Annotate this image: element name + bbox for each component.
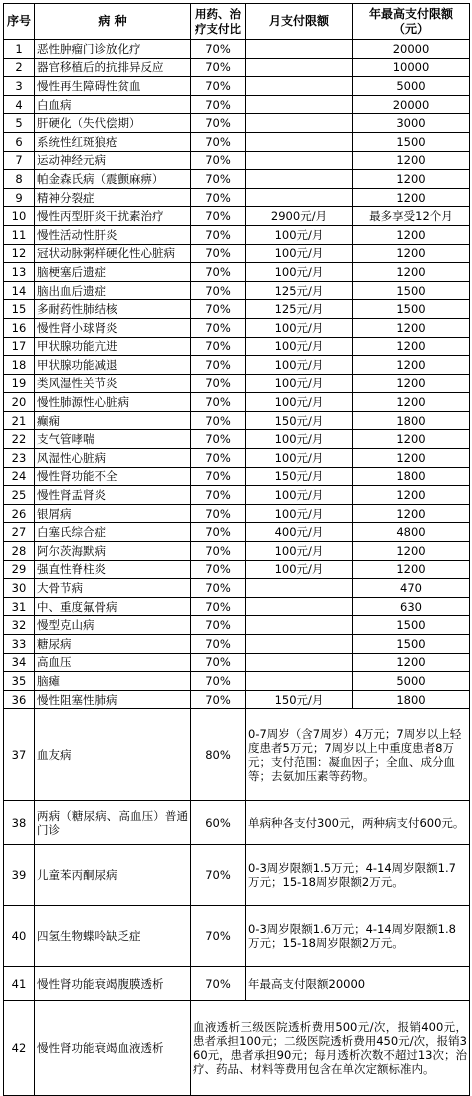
table-row bbox=[4, 188, 470, 207]
monthly-limit: 100元/月 bbox=[246, 486, 353, 505]
payment-ratio: 70% bbox=[191, 337, 246, 356]
annual-limit: 1500 bbox=[353, 616, 470, 635]
disease-name: 器官移植后的抗排异反应 bbox=[35, 58, 191, 77]
payment-ratio: 70% bbox=[191, 560, 246, 579]
disease-name: 慢型克山病 bbox=[35, 616, 191, 635]
row-number: 24 bbox=[4, 467, 35, 486]
disease-name: 帕金森氏病（震颤麻痹） bbox=[35, 170, 191, 189]
monthly-limit bbox=[246, 40, 353, 59]
annual-limit: 1200 bbox=[353, 225, 470, 244]
monthly-limit bbox=[246, 58, 353, 77]
header-ratio: 用药、治疗支付比 bbox=[191, 4, 246, 40]
payment-ratio: 70% bbox=[191, 430, 246, 449]
payment-ratio: 70% bbox=[191, 542, 246, 561]
table-row bbox=[4, 244, 470, 263]
annual-limit: 5000 bbox=[353, 77, 470, 96]
table-row bbox=[4, 263, 470, 282]
payment-ratio: 70% bbox=[191, 207, 246, 226]
table-row bbox=[4, 597, 470, 616]
disease-name: 慢性活动性肝炎 bbox=[35, 225, 191, 244]
monthly-limit: 100元/月 bbox=[246, 504, 353, 523]
annual-limit: 1200 bbox=[353, 188, 470, 207]
row-number: 32 bbox=[4, 616, 35, 635]
annual-limit: 1200 bbox=[353, 244, 470, 263]
monthly-limit: 2900元/月 bbox=[246, 207, 353, 226]
table-row bbox=[4, 225, 470, 244]
row-number: 21 bbox=[4, 411, 35, 430]
table-row bbox=[4, 486, 470, 505]
row-number: 15 bbox=[4, 300, 35, 319]
disease-name: 精神分裂症 bbox=[35, 188, 191, 207]
row-number: 23 bbox=[4, 449, 35, 468]
annual-limit: 20000 bbox=[353, 95, 470, 114]
disease-name: 银屑病 bbox=[35, 504, 191, 523]
row-number: 34 bbox=[4, 653, 35, 672]
disease-name: 支气管哮喘 bbox=[35, 430, 191, 449]
row-number: 16 bbox=[4, 318, 35, 337]
annual-limit: 1200 bbox=[353, 430, 470, 449]
table-row bbox=[4, 40, 470, 59]
row-number: 10 bbox=[4, 207, 35, 226]
disease-name: 肝硬化（失代偿期） bbox=[35, 114, 191, 133]
payment-ratio: 70% bbox=[191, 40, 246, 59]
table-row bbox=[4, 430, 470, 449]
payment-ratio: 70% bbox=[191, 449, 246, 468]
limit-note: 0-3周岁限额1.5万元；4-14周岁限额1.7万元；15-18周岁限额2万元。 bbox=[246, 845, 470, 906]
annual-limit: 10000 bbox=[353, 58, 470, 77]
annual-limit: 3000 bbox=[353, 114, 470, 133]
monthly-limit bbox=[246, 132, 353, 151]
monthly-limit: 100元/月 bbox=[246, 374, 353, 393]
monthly-limit: 100元/月 bbox=[246, 449, 353, 468]
disease-name: 甲状腺功能亢进 bbox=[35, 337, 191, 356]
annual-limit: 630 bbox=[353, 597, 470, 616]
annual-limit: 1200 bbox=[353, 653, 470, 672]
limit-note: 0-7周岁（含7周岁）4万元；7周岁以上轻度患者5万元；7周岁以上中重度患者8万元；支付范围：凝血因子；全血、成分血等；去氨加压素等药物。 bbox=[246, 709, 470, 801]
row-number: 12 bbox=[4, 244, 35, 263]
row-number: 2 bbox=[4, 58, 35, 77]
table-row bbox=[4, 906, 470, 967]
monthly-limit: 100元/月 bbox=[246, 318, 353, 337]
monthly-limit: 100元/月 bbox=[246, 356, 353, 375]
table-row bbox=[4, 300, 470, 319]
table-row bbox=[4, 337, 470, 356]
table-row bbox=[4, 690, 470, 709]
table-row bbox=[4, 449, 470, 468]
monthly-limit: 400元/月 bbox=[246, 523, 353, 542]
monthly-limit bbox=[246, 77, 353, 96]
row-number: 31 bbox=[4, 597, 35, 616]
limit-note: 年最高支付限额20000 bbox=[246, 967, 470, 1001]
monthly-limit bbox=[246, 95, 353, 114]
table-row bbox=[4, 635, 470, 654]
payment-ratio: 70% bbox=[191, 467, 246, 486]
monthly-limit: 100元/月 bbox=[246, 560, 353, 579]
payment-ratio: 70% bbox=[191, 486, 246, 505]
monthly-limit: 100元/月 bbox=[246, 225, 353, 244]
table-row bbox=[4, 467, 470, 486]
payment-ratio: 70% bbox=[191, 597, 246, 616]
row-number: 39 bbox=[4, 845, 35, 906]
disease-name: 白塞氏综合症 bbox=[35, 523, 191, 542]
disease-name: 癫痫 bbox=[35, 411, 191, 430]
monthly-limit: 100元/月 bbox=[246, 393, 353, 412]
payment-ratio: 70% bbox=[191, 95, 246, 114]
annual-limit: 1200 bbox=[353, 504, 470, 523]
monthly-limit: 150元/月 bbox=[246, 467, 353, 486]
row-number: 8 bbox=[4, 170, 35, 189]
annual-limit: 最多享受12个月 bbox=[353, 207, 470, 226]
annual-limit: 20000 bbox=[353, 40, 470, 59]
monthly-limit: 150元/月 bbox=[246, 690, 353, 709]
monthly-limit: 100元/月 bbox=[246, 542, 353, 561]
disease-name: 慢性阻塞性肺病 bbox=[35, 690, 191, 709]
table-row bbox=[4, 114, 470, 133]
disease-name: 高血压 bbox=[35, 653, 191, 672]
disease-name: 阿尔茨海默病 bbox=[35, 542, 191, 561]
monthly-limit bbox=[246, 672, 353, 691]
annual-limit: 1200 bbox=[353, 263, 470, 282]
disease-name: 慢性肾功能衰竭血液透析 bbox=[35, 1001, 191, 1096]
payment-ratio: 70% bbox=[191, 281, 246, 300]
row-number: 27 bbox=[4, 523, 35, 542]
limit-note: 单病种各支付300元，两种病支付600元。 bbox=[246, 801, 470, 845]
row-number: 13 bbox=[4, 263, 35, 282]
table-row bbox=[4, 523, 470, 542]
disease-name: 冠状动脉粥样硬化性心脏病 bbox=[35, 244, 191, 263]
annual-limit: 1800 bbox=[353, 690, 470, 709]
row-number: 3 bbox=[4, 77, 35, 96]
annual-limit: 1200 bbox=[353, 486, 470, 505]
monthly-limit bbox=[246, 170, 353, 189]
disease-name: 两病（糖尿病、高血压）普通门诊 bbox=[35, 801, 191, 845]
row-number: 22 bbox=[4, 430, 35, 449]
payment-ratio: 70% bbox=[191, 616, 246, 635]
table-row bbox=[4, 374, 470, 393]
payment-ratio: 70% bbox=[191, 318, 246, 337]
monthly-limit bbox=[246, 188, 353, 207]
table-row bbox=[4, 170, 470, 189]
table-row bbox=[4, 653, 470, 672]
annual-limit: 1800 bbox=[353, 411, 470, 430]
monthly-limit bbox=[246, 635, 353, 654]
table-row bbox=[4, 77, 470, 96]
monthly-limit bbox=[246, 579, 353, 598]
row-number: 18 bbox=[4, 356, 35, 375]
annual-limit: 1500 bbox=[353, 300, 470, 319]
row-number: 29 bbox=[4, 560, 35, 579]
monthly-limit: 150元/月 bbox=[246, 411, 353, 430]
disease-name: 儿童苯丙酮尿病 bbox=[35, 845, 191, 906]
header-annual-limit: 年最高支付限额（元） bbox=[353, 4, 470, 40]
payment-ratio: 70% bbox=[191, 151, 246, 170]
disease-name: 慢性丙型肝炎干扰素治疗 bbox=[35, 207, 191, 226]
payment-ratio: 70% bbox=[191, 967, 246, 1001]
table-row bbox=[4, 58, 470, 77]
table-row bbox=[4, 393, 470, 412]
row-number: 19 bbox=[4, 374, 35, 393]
payment-ratio: 70% bbox=[191, 300, 246, 319]
payment-ratio: 70% bbox=[191, 579, 246, 598]
payment-ratio: 70% bbox=[191, 114, 246, 133]
monthly-limit: 100元/月 bbox=[246, 430, 353, 449]
table-row bbox=[4, 709, 470, 801]
disease-name: 慢性肾功能不全 bbox=[35, 467, 191, 486]
row-number: 30 bbox=[4, 579, 35, 598]
table-row bbox=[4, 542, 470, 561]
annual-limit: 1200 bbox=[353, 318, 470, 337]
table-row bbox=[4, 207, 470, 226]
payment-ratio: 70% bbox=[191, 188, 246, 207]
disease-name: 脑瘫 bbox=[35, 672, 191, 691]
annual-limit: 1200 bbox=[353, 542, 470, 561]
chronic-disease-payment-table bbox=[3, 3, 470, 1096]
disease-name: 脑梗塞后遗症 bbox=[35, 263, 191, 282]
disease-name: 风湿性心脏病 bbox=[35, 449, 191, 468]
annual-limit: 4800 bbox=[353, 523, 470, 542]
row-number: 1 bbox=[4, 40, 35, 59]
payment-ratio: 70% bbox=[191, 374, 246, 393]
annual-limit: 1200 bbox=[353, 393, 470, 412]
annual-limit: 470 bbox=[353, 579, 470, 598]
monthly-limit: 125元/月 bbox=[246, 300, 353, 319]
disease-name: 慢性肾小球肾炎 bbox=[35, 318, 191, 337]
limit-note: 0-3周岁限额1.6万元；4-14周岁限额1.8万元；15-18周岁限额2万元。 bbox=[246, 906, 470, 967]
annual-limit: 1200 bbox=[353, 337, 470, 356]
payment-ratio: 80% bbox=[191, 709, 246, 801]
payment-ratio: 70% bbox=[191, 170, 246, 189]
disease-name: 慢性肺源性心脏病 bbox=[35, 393, 191, 412]
row-number: 33 bbox=[4, 635, 35, 654]
disease-name: 白血病 bbox=[35, 95, 191, 114]
disease-name: 慢性再生障碍性贫血 bbox=[35, 77, 191, 96]
payment-ratio: 70% bbox=[191, 635, 246, 654]
row-number: 17 bbox=[4, 337, 35, 356]
table-row bbox=[4, 95, 470, 114]
row-number: 28 bbox=[4, 542, 35, 561]
disease-name: 强直性脊柱炎 bbox=[35, 560, 191, 579]
payment-ratio: 70% bbox=[191, 690, 246, 709]
table-row bbox=[4, 132, 470, 151]
row-number: 5 bbox=[4, 114, 35, 133]
row-number: 9 bbox=[4, 188, 35, 207]
limit-note: 血液透析三级医院透析费用500元/次，报销400元，患者承担100元；二级医院透析费用450元/次，报销360元，患者承担90元；每月透析次数不超过13次；治疗、药品、材料等费用包含在单次定额标准内。 bbox=[191, 1001, 470, 1096]
row-number: 11 bbox=[4, 225, 35, 244]
table-row bbox=[4, 801, 470, 845]
disease-name: 甲状腺功能减退 bbox=[35, 356, 191, 375]
payment-ratio: 70% bbox=[191, 244, 246, 263]
monthly-limit: 100元/月 bbox=[246, 263, 353, 282]
payment-ratio: 70% bbox=[191, 77, 246, 96]
table-row bbox=[4, 281, 470, 300]
table-row bbox=[4, 318, 470, 337]
disease-name: 四氢生物蝶呤缺乏症 bbox=[35, 906, 191, 967]
table-row bbox=[4, 967, 470, 1001]
payment-ratio: 70% bbox=[191, 906, 246, 967]
payment-ratio: 70% bbox=[191, 845, 246, 906]
monthly-limit bbox=[246, 114, 353, 133]
annual-limit: 1200 bbox=[353, 560, 470, 579]
annual-limit: 1500 bbox=[353, 635, 470, 654]
disease-name: 恶性肿瘤门诊放化疗 bbox=[35, 40, 191, 59]
row-number: 7 bbox=[4, 151, 35, 170]
header-seq: 序号 bbox=[4, 4, 35, 40]
monthly-limit bbox=[246, 151, 353, 170]
table-row bbox=[4, 1001, 470, 1096]
row-number: 14 bbox=[4, 281, 35, 300]
row-number: 20 bbox=[4, 393, 35, 412]
annual-limit: 1500 bbox=[353, 281, 470, 300]
table-row bbox=[4, 356, 470, 375]
table-row bbox=[4, 845, 470, 906]
monthly-limit: 100元/月 bbox=[246, 244, 353, 263]
monthly-limit bbox=[246, 597, 353, 616]
payment-ratio: 70% bbox=[191, 411, 246, 430]
row-number: 4 bbox=[4, 95, 35, 114]
monthly-limit bbox=[246, 616, 353, 635]
policy-table-container bbox=[3, 3, 469, 1096]
annual-limit: 1200 bbox=[353, 151, 470, 170]
disease-name: 慢性肾功能衰竭腹膜透析 bbox=[35, 967, 191, 1001]
payment-ratio: 70% bbox=[191, 132, 246, 151]
payment-ratio: 70% bbox=[191, 356, 246, 375]
disease-name: 类风湿性关节炎 bbox=[35, 374, 191, 393]
payment-ratio: 70% bbox=[191, 263, 246, 282]
annual-limit: 1200 bbox=[353, 356, 470, 375]
payment-ratio: 70% bbox=[191, 653, 246, 672]
payment-ratio: 70% bbox=[191, 225, 246, 244]
disease-name: 运动神经元病 bbox=[35, 151, 191, 170]
row-number: 40 bbox=[4, 906, 35, 967]
table-row bbox=[4, 411, 470, 430]
monthly-limit bbox=[246, 653, 353, 672]
row-number: 35 bbox=[4, 672, 35, 691]
monthly-limit: 100元/月 bbox=[246, 337, 353, 356]
header-disease: 病 种 bbox=[35, 4, 191, 40]
row-number: 6 bbox=[4, 132, 35, 151]
annual-limit: 5000 bbox=[353, 672, 470, 691]
payment-ratio: 70% bbox=[191, 672, 246, 691]
payment-ratio: 70% bbox=[191, 58, 246, 77]
header-monthly-limit: 月支付限额 bbox=[246, 4, 353, 40]
disease-name: 糖尿病 bbox=[35, 635, 191, 654]
table-row bbox=[4, 504, 470, 523]
row-number: 36 bbox=[4, 690, 35, 709]
table-row bbox=[4, 672, 470, 691]
annual-limit: 1200 bbox=[353, 449, 470, 468]
row-number: 26 bbox=[4, 504, 35, 523]
annual-limit: 1200 bbox=[353, 374, 470, 393]
disease-name: 多耐药性肺结核 bbox=[35, 300, 191, 319]
payment-ratio: 60% bbox=[191, 801, 246, 845]
annual-limit: 1800 bbox=[353, 467, 470, 486]
annual-limit: 1200 bbox=[353, 170, 470, 189]
row-number: 38 bbox=[4, 801, 35, 845]
disease-name: 血友病 bbox=[35, 709, 191, 801]
payment-ratio: 70% bbox=[191, 393, 246, 412]
disease-name: 中、重度氟骨病 bbox=[35, 597, 191, 616]
payment-ratio: 70% bbox=[191, 504, 246, 523]
disease-name: 系统性红斑狼疮 bbox=[35, 132, 191, 151]
table-row bbox=[4, 579, 470, 598]
row-number: 42 bbox=[4, 1001, 35, 1096]
payment-ratio: 70% bbox=[191, 523, 246, 542]
row-number: 41 bbox=[4, 967, 35, 1001]
table-row bbox=[4, 560, 470, 579]
disease-name: 慢性肾盂肾炎 bbox=[35, 486, 191, 505]
disease-name: 大骨节病 bbox=[35, 579, 191, 598]
monthly-limit: 125元/月 bbox=[246, 281, 353, 300]
table-row bbox=[4, 616, 470, 635]
annual-limit: 1500 bbox=[353, 132, 470, 151]
disease-name: 脑出血后遗症 bbox=[35, 281, 191, 300]
row-number: 37 bbox=[4, 709, 35, 801]
row-number: 25 bbox=[4, 486, 35, 505]
table-row bbox=[4, 151, 470, 170]
